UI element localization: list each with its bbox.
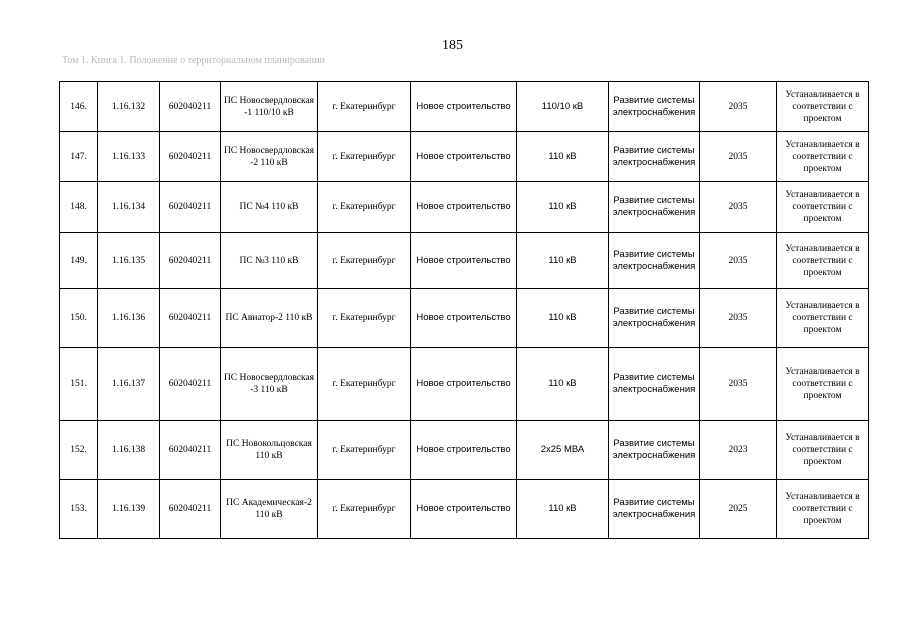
cell-year: 2023 xyxy=(700,421,777,480)
table-row xyxy=(60,82,869,132)
cell-name: ПС Академическая-2 110 кВ xyxy=(221,480,318,539)
cell-class-code: 602040211 xyxy=(160,182,221,233)
cell-purpose: Развитие системы электроснабжения xyxy=(609,233,700,289)
cell-location: г. Екатеринбург xyxy=(318,132,411,182)
cell-class-code: 602040211 xyxy=(160,348,221,421)
cell-name: ПС Авиатор-2 110 кВ xyxy=(221,289,318,348)
cell-type: Новое строительство xyxy=(411,132,517,182)
cell-type: Новое строительство xyxy=(411,348,517,421)
cell-zone: Устанавливается в соответствии с проектом xyxy=(777,480,869,539)
table-row xyxy=(60,421,869,480)
table-row xyxy=(60,132,869,182)
cell-purpose: Развитие системы электроснабжения xyxy=(609,480,700,539)
cell-location: г. Екатеринбург xyxy=(318,82,411,132)
cell-year: 2025 xyxy=(700,480,777,539)
cell-zone: Устанавливается в соответствии с проектом xyxy=(777,421,869,480)
cell-name: ПС №4 110 кВ xyxy=(221,182,318,233)
cell-zone: Устанавливается в соответствии с проектом xyxy=(777,82,869,132)
cell-no: 149. xyxy=(60,233,98,289)
cell-code: 1.16.138 xyxy=(98,421,160,480)
cell-class-code: 602040211 xyxy=(160,289,221,348)
cell-no: 153. xyxy=(60,480,98,539)
cell-zone: Устанавливается в соответствии с проектом xyxy=(777,132,869,182)
cell-capacity: 110 кВ xyxy=(517,182,609,233)
cell-year: 2035 xyxy=(700,82,777,132)
cell-capacity: 110 кВ xyxy=(517,233,609,289)
table-row xyxy=(60,348,869,421)
cell-class-code: 602040211 xyxy=(160,421,221,480)
cell-name: ПС Новосвердловская -3 110 кВ xyxy=(221,348,318,421)
cell-no: 148. xyxy=(60,182,98,233)
cell-purpose: Развитие системы электроснабжения xyxy=(609,182,700,233)
cell-type: Новое строительство xyxy=(411,182,517,233)
cell-year: 2035 xyxy=(700,233,777,289)
cell-type: Новое строительство xyxy=(411,233,517,289)
cell-class-code: 602040211 xyxy=(160,132,221,182)
table-row xyxy=(60,289,869,348)
cell-location: г. Екатеринбург xyxy=(318,289,411,348)
cell-purpose: Развитие системы электроснабжения xyxy=(609,421,700,480)
cell-capacity: 110 кВ xyxy=(517,132,609,182)
cell-code: 1.16.136 xyxy=(98,289,160,348)
cell-name: ПС Новокольцовская 110 кВ xyxy=(221,421,318,480)
cell-zone: Устанавливается в соответствии с проектом xyxy=(777,348,869,421)
cell-name: ПС Новосвердловская -1 110/10 кВ xyxy=(221,82,318,132)
page-number: 185 xyxy=(442,38,463,53)
table-row xyxy=(60,233,869,289)
cell-code: 1.16.137 xyxy=(98,348,160,421)
running-header: Том 1. Книга 1. Положение о территориальном планировании xyxy=(62,55,325,66)
cell-code: 1.16.132 xyxy=(98,82,160,132)
cell-location: г. Екатеринбург xyxy=(318,348,411,421)
cell-class-code: 602040211 xyxy=(160,233,221,289)
cell-location: г. Екатеринбург xyxy=(318,182,411,233)
cell-no: 150. xyxy=(60,289,98,348)
cell-name: ПС №3 110 кВ xyxy=(221,233,318,289)
cell-type: Новое строительство xyxy=(411,289,517,348)
cell-type: Новое строительство xyxy=(411,480,517,539)
planning-objects-table xyxy=(59,81,869,539)
table-body xyxy=(60,82,869,539)
cell-purpose: Развитие системы электроснабжения xyxy=(609,348,700,421)
cell-zone: Устанавливается в соответствии с проектом xyxy=(777,233,869,289)
cell-zone: Устанавливается в соответствии с проектом xyxy=(777,182,869,233)
cell-class-code: 602040211 xyxy=(160,480,221,539)
cell-year: 2035 xyxy=(700,182,777,233)
cell-no: 147. xyxy=(60,132,98,182)
cell-capacity: 2х25 МВА xyxy=(517,421,609,480)
cell-no: 146. xyxy=(60,82,98,132)
cell-capacity: 110/10 кВ xyxy=(517,82,609,132)
cell-code: 1.16.135 xyxy=(98,233,160,289)
cell-class-code: 602040211 xyxy=(160,82,221,132)
cell-year: 2035 xyxy=(700,132,777,182)
cell-location: г. Екатеринбург xyxy=(318,480,411,539)
cell-code: 1.16.134 xyxy=(98,182,160,233)
cell-purpose: Развитие системы электроснабжения xyxy=(609,82,700,132)
table-row xyxy=(60,480,869,539)
cell-location: г. Екатеринбург xyxy=(318,421,411,480)
cell-code: 1.16.139 xyxy=(98,480,160,539)
cell-code: 1.16.133 xyxy=(98,132,160,182)
cell-no: 152. xyxy=(60,421,98,480)
cell-purpose: Развитие системы электроснабжения xyxy=(609,132,700,182)
cell-name: ПС Новосвердловская -2 110 кВ xyxy=(221,132,318,182)
cell-type: Новое строительство xyxy=(411,82,517,132)
cell-capacity: 110 кВ xyxy=(517,289,609,348)
table-row xyxy=(60,182,869,233)
cell-capacity: 110 кВ xyxy=(517,348,609,421)
cell-no: 151. xyxy=(60,348,98,421)
cell-year: 2035 xyxy=(700,348,777,421)
cell-year: 2035 xyxy=(700,289,777,348)
cell-type: Новое строительство xyxy=(411,421,517,480)
cell-capacity: 110 кВ xyxy=(517,480,609,539)
cell-zone: Устанавливается в соответствии с проектом xyxy=(777,289,869,348)
cell-purpose: Развитие системы электроснабжения xyxy=(609,289,700,348)
cell-location: г. Екатеринбург xyxy=(318,233,411,289)
